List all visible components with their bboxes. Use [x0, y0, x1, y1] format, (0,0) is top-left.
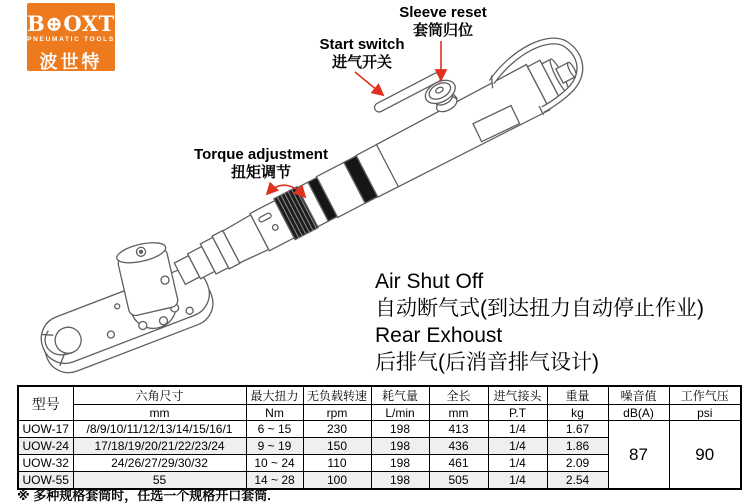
callout-sleeve-reset-en: Sleeve reset — [399, 4, 487, 21]
header-row-2 — [18, 405, 741, 421]
header-row-1 — [18, 386, 741, 405]
footnote: ※ 多种规格套筒时，任选一个规格开口套筒. — [17, 488, 271, 503]
cell-air: 198 — [371, 455, 429, 472]
cell-length: 413 — [429, 421, 488, 438]
brand-chinese: 波世特 — [39, 52, 103, 72]
headline-rear-exhaust: Rear Exhoust — [375, 324, 503, 347]
cell-model: UOW-17 — [18, 421, 73, 438]
cell-air: 198 — [371, 421, 429, 438]
cell-speed: 150 — [303, 438, 371, 455]
cell-hex: 17/18/19/20/21/22/23/24 — [73, 438, 246, 455]
cell-length: 436 — [429, 438, 488, 455]
spec-table — [17, 385, 742, 490]
registered-mark: ® — [114, 18, 124, 27]
cell-model: UOW-24 — [18, 438, 73, 455]
col-pressure: 工作气压 — [669, 386, 741, 405]
col-hex-size: 六角尺寸 — [73, 386, 246, 405]
cell-torque: 9 ~ 19 — [246, 438, 303, 455]
col-noise: 噪音值 — [608, 386, 669, 405]
callout-sleeve-reset — [383, 4, 503, 40]
cell-torque: 6 ~ 15 — [246, 421, 303, 438]
cell-inlet: 1/4 — [488, 472, 547, 490]
callout-start-switch-zh: 进气开关 — [331, 54, 392, 71]
cell-inlet: 1/4 — [488, 455, 547, 472]
col-weight: 重量 — [547, 386, 608, 405]
cell-pressure-merged: 90 — [669, 421, 741, 490]
cell-inlet: 1/4 — [488, 421, 547, 438]
cell-speed: 100 — [303, 472, 371, 490]
unit-air: L/min — [371, 405, 429, 421]
unit-length: mm — [429, 405, 488, 421]
col-overall-length: 全长 — [429, 386, 488, 405]
cell-weight: 2.54 — [547, 472, 608, 490]
brand-tagline: PNEUMATIC TOOLS — [27, 36, 115, 43]
cell-speed: 230 — [303, 421, 371, 438]
callout-torque-adjustment-en: Torque adjustment — [194, 146, 328, 163]
cell-hex: 55 — [73, 472, 246, 490]
callout-start-switch-en: Start switch — [319, 36, 405, 53]
cell-torque: 10 ~ 24 — [246, 455, 303, 472]
col-model: 型号 — [18, 386, 73, 421]
table-row — [18, 421, 741, 438]
start-switch-arrow — [355, 72, 383, 95]
headline-air-shut-off: Air Shut Off — [375, 270, 484, 293]
brand-text: B⊕OXT — [27, 11, 115, 36]
cell-weight: 1.86 — [547, 438, 608, 455]
cell-torque: 14 ~ 28 — [246, 472, 303, 490]
unit-pressure: psi — [669, 405, 741, 421]
unit-speed: rpm — [303, 405, 371, 421]
headline-rear-exhaust-zh: 后排气(后消音排气设计) — [375, 351, 599, 374]
unit-hex: mm — [73, 405, 246, 421]
unit-noise: dB(A) — [608, 405, 669, 421]
unit-torque: Nm — [246, 405, 303, 421]
col-air-consumption: 耗气量 — [371, 386, 429, 405]
callout-torque-adjustment — [194, 146, 328, 182]
callout-sleeve-reset-zh: 套筒归位 — [412, 22, 473, 39]
cell-model: UOW-55 — [18, 472, 73, 490]
col-free-speed: 无负载转速 — [303, 386, 371, 405]
feature-headline — [375, 268, 704, 376]
cell-speed: 110 — [303, 455, 371, 472]
cell-noise-merged: 87 — [608, 421, 669, 490]
cell-hex: /8/9/10/11/12/13/14/15/16/1 — [73, 421, 246, 438]
unit-inlet: P.T — [488, 405, 547, 421]
callout-torque-adjustment-zh: 扭矩调节 — [230, 164, 291, 181]
cell-model: UOW-32 — [18, 455, 73, 472]
cell-inlet: 1/4 — [488, 438, 547, 455]
col-air-inlet: 进气接头 — [488, 386, 547, 405]
cell-length: 461 — [429, 455, 488, 472]
cell-air: 198 — [371, 472, 429, 490]
cell-length: 505 — [429, 472, 488, 490]
cell-weight: 2.09 — [547, 455, 608, 472]
headline-air-shut-off-zh: 自动断气式(到达扭力自动停止作业) — [375, 297, 704, 320]
cell-hex: 24/26/27/29/30/32 — [73, 455, 246, 472]
cell-air: 198 — [371, 438, 429, 455]
col-max-torque: 最大扭力 — [246, 386, 303, 405]
cell-weight: 1.67 — [547, 421, 608, 438]
callout-start-switch — [306, 36, 418, 72]
unit-weight: kg — [547, 405, 608, 421]
